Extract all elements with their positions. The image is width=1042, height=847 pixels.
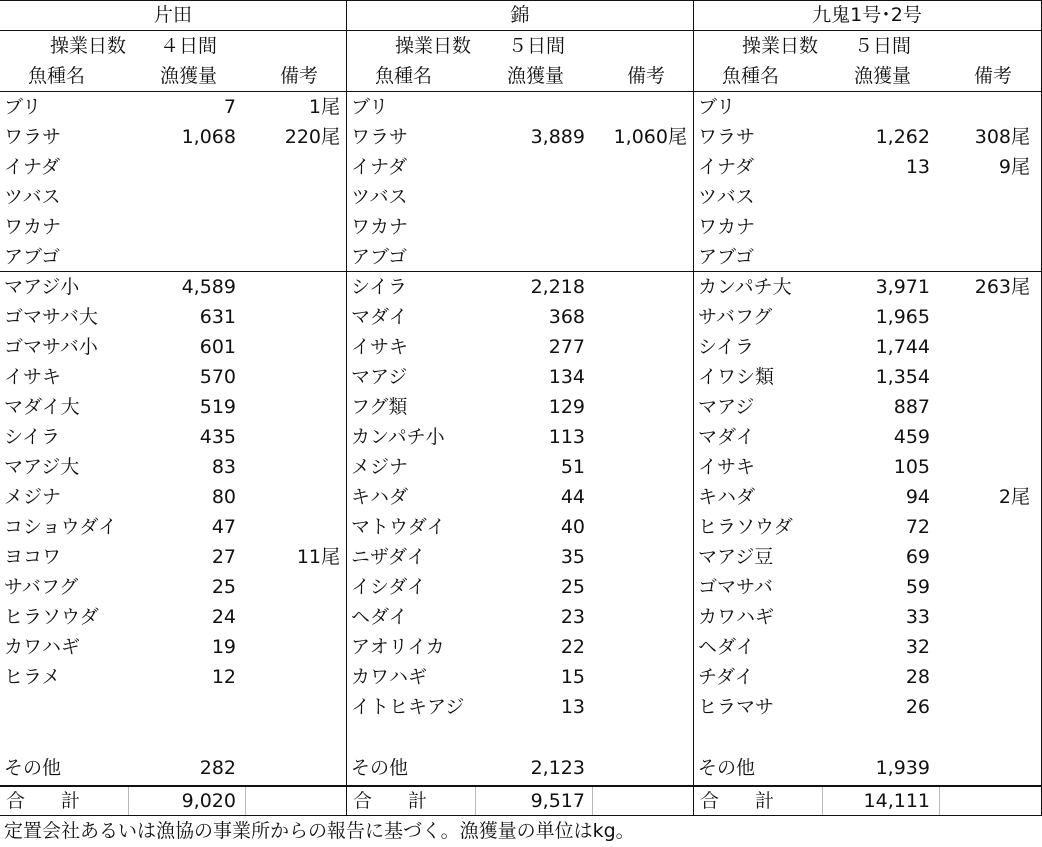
fish-name: ワラサ: [4, 126, 62, 148]
table-row: [694, 92, 1040, 122]
total-row: [694, 786, 1040, 816]
fish-name: ワカナ: [351, 216, 409, 238]
column-divider: [346, 0, 347, 816]
catch-amount: 3,889: [530, 126, 585, 148]
catch-amount: 282: [199, 757, 236, 779]
note: 1,060尾: [613, 126, 687, 148]
cell-divider: [822, 786, 823, 816]
catch-amount: 631: [199, 306, 236, 328]
operating-days-value: ５日間: [854, 35, 912, 57]
table-row: [0, 152, 346, 182]
fish-name: フグ類: [351, 396, 408, 418]
fish-name: アブゴ: [351, 246, 408, 268]
table-row: [0, 212, 346, 242]
table-row: [0, 422, 346, 452]
total-row: [0, 786, 346, 816]
location-title: 片田: [153, 4, 192, 26]
catch-amount: 1,354: [875, 366, 930, 388]
table-row: [694, 632, 1040, 662]
catch-amount: 1,262: [875, 126, 930, 148]
other-row: [0, 753, 346, 783]
total-row: [347, 786, 693, 816]
header-catch: 漁獲量: [854, 65, 912, 87]
fish-name: ヘダイ: [698, 636, 755, 658]
fish-name: イナダ: [4, 156, 61, 178]
catch-amount: 368: [548, 306, 585, 328]
header-fish-name: 魚種名: [722, 65, 780, 87]
fish-name: イナダ: [351, 156, 408, 178]
table-row: [0, 242, 346, 272]
table-row: [0, 302, 346, 332]
table-row: [694, 572, 1040, 602]
table-row: [347, 272, 693, 302]
column-divider: [693, 0, 694, 816]
table-row: [0, 542, 346, 572]
location-title: 九鬼1号･2号: [812, 4, 922, 26]
grid-line-under-header: [0, 91, 1042, 92]
catch-amount: 25: [211, 576, 236, 598]
table-row: [694, 362, 1040, 392]
catch-amount: 277: [548, 336, 585, 358]
catch-amount: 4,589: [181, 276, 236, 298]
fish-name: ワラサ: [351, 126, 409, 148]
fish-name: マアジ小: [4, 276, 80, 298]
catch-amount: 134: [548, 366, 585, 388]
fish-name: マアジ豆: [698, 546, 774, 568]
total-value: 9,517: [530, 790, 585, 812]
table-row: [694, 152, 1040, 182]
fish-name: ヒラソウダ: [698, 516, 793, 538]
catch-amount: 15: [560, 666, 585, 688]
fish-name: キハダ: [351, 486, 409, 508]
table-row: [347, 452, 693, 482]
table-row: [0, 482, 346, 512]
table-row: [694, 422, 1040, 452]
grid-line-top: [0, 0, 1042, 1]
catch-amount: 1,939: [875, 757, 930, 779]
table-row: [0, 632, 346, 662]
table-row: [0, 572, 346, 602]
table-row: [347, 182, 693, 212]
fish-name: メジナ: [4, 486, 62, 508]
table-row: [347, 92, 693, 122]
catch-amount: 26: [905, 696, 930, 718]
table-row: [694, 512, 1040, 542]
catch-amount: 601: [199, 336, 236, 358]
table-row: [694, 302, 1040, 332]
fish-name: マアジ: [698, 396, 755, 418]
fish-name: マアジ: [351, 366, 408, 388]
catch-amount: 2,218: [530, 276, 585, 298]
fish-name: アオリイカ: [351, 636, 445, 658]
table-row: [347, 512, 693, 542]
fish-name: カワハギ: [698, 606, 775, 628]
fish-name: ヒラソウダ: [4, 606, 99, 628]
column-headers: [0, 61, 346, 91]
table-row: [347, 572, 693, 602]
fish-name: イワシ類: [698, 366, 775, 388]
catch-amount: 1,965: [875, 306, 930, 328]
operating-days-label: 操業日数: [742, 35, 819, 57]
table-row: [694, 182, 1040, 212]
fish-name: ワラサ: [698, 126, 756, 148]
table-row: [347, 242, 693, 272]
table-row: [0, 92, 346, 122]
column-katada: [0, 0, 346, 816]
table-row: [347, 362, 693, 392]
header-note: 備考: [280, 65, 319, 87]
footnote: 定置会社あるいは漁協の事業所からの報告に基づく。漁獲量の単位はkg。: [4, 820, 635, 842]
table-row: [347, 332, 693, 362]
header-catch: 漁獲量: [507, 65, 565, 87]
table-row: [0, 362, 346, 392]
header-fish-name: 魚種名: [375, 65, 433, 87]
catch-amount: 59: [905, 576, 930, 598]
fish-name: ワカナ: [4, 216, 62, 238]
note: 9尾: [998, 156, 1030, 178]
fish-name: アブゴ: [4, 246, 61, 268]
fish-name: その他: [4, 757, 62, 779]
column-nishiki: [347, 0, 693, 816]
catch-amount: 25: [560, 576, 585, 598]
table-row: [347, 422, 693, 452]
catch-amount: 47: [211, 516, 236, 538]
catch-amount: 12: [211, 666, 236, 688]
catch-amount: 7: [223, 96, 236, 118]
header-catch: 漁獲量: [160, 65, 218, 87]
catch-amount: 80: [211, 486, 236, 508]
fish-name: コショウダイ: [4, 516, 118, 538]
table-row: [347, 692, 693, 722]
other-row: [694, 753, 1040, 783]
fish-name: サバフグ: [698, 306, 773, 328]
table-row: [694, 122, 1040, 152]
header-note: 備考: [627, 65, 666, 87]
fish-name: ヘダイ: [351, 606, 408, 628]
catch-amount: 72: [905, 516, 930, 538]
table-row: [347, 662, 693, 692]
table-row: [347, 152, 693, 182]
catch-amount: 94: [905, 486, 930, 508]
catch-amount: 2,123: [530, 757, 585, 779]
table-row: [694, 392, 1040, 422]
table-row: [694, 542, 1040, 572]
catch-amount: 24: [211, 606, 236, 628]
table-row: [347, 122, 693, 152]
fish-name: カワハギ: [4, 636, 81, 658]
catch-amount: 32: [905, 636, 930, 658]
table-row: [694, 662, 1040, 692]
fish-name: ヒラメ: [4, 666, 61, 688]
catch-amount: 83: [211, 456, 236, 478]
fish-name: イサキ: [4, 366, 62, 388]
catch-amount: 1,068: [181, 126, 236, 148]
fish-name: イシダイ: [351, 576, 426, 598]
catch-amount: 22: [560, 636, 585, 658]
table-row: [347, 542, 693, 572]
cell-divider: [475, 786, 476, 816]
catch-amount: 435: [199, 426, 236, 448]
table-row: [0, 332, 346, 362]
fish-name: ブリ: [4, 96, 42, 118]
table-row: [347, 302, 693, 332]
fish-name: ヨコワ: [4, 546, 62, 568]
operating-days-value: ４日間: [160, 35, 218, 57]
note: 1尾: [308, 96, 340, 118]
location-title: 錦: [510, 4, 530, 26]
fish-name: ゴマサバ小: [4, 336, 98, 358]
header-note: 備考: [974, 65, 1013, 87]
fish-name: キハダ: [698, 486, 756, 508]
cell-divider: [939, 786, 940, 816]
note: 308尾: [974, 126, 1030, 148]
fish-name: ヒラマサ: [698, 696, 775, 718]
fish-name: イサキ: [698, 456, 756, 478]
fish-name: ワカナ: [698, 216, 756, 238]
total-label: 合計: [700, 790, 811, 812]
table-row: [694, 602, 1040, 632]
fish-name: アブゴ: [698, 246, 755, 268]
other-row: [347, 753, 693, 783]
fish-name: カワハギ: [351, 666, 428, 688]
column-kuki: [694, 0, 1040, 816]
fish-name: サバフグ: [4, 576, 79, 598]
table-row: [694, 212, 1040, 242]
catch-amount: 105: [893, 456, 930, 478]
catch-amount: 28: [905, 666, 930, 688]
catch-amount: 129: [548, 396, 585, 418]
catch-amount: 113: [548, 426, 585, 448]
catch-amount: 3,971: [875, 276, 930, 298]
fish-name: メジナ: [351, 456, 409, 478]
fish-name: シイラ: [351, 276, 408, 298]
fish-name: マトウダイ: [351, 516, 446, 538]
note: 2尾: [998, 486, 1030, 508]
fish-name: チダイ: [698, 666, 754, 688]
operating-days-label: 操業日数: [395, 35, 472, 57]
operating-days-value: ５日間: [508, 35, 566, 57]
fish-name: ブリ: [351, 96, 389, 118]
fish-name: ゴマサバ: [698, 576, 773, 598]
fish-name: その他: [351, 757, 409, 779]
grid-line-under-title: [0, 30, 1042, 31]
catch-amount: 40: [560, 516, 585, 538]
catch-amount: 459: [893, 426, 930, 448]
table-row: [347, 212, 693, 242]
catch-amount: 23: [560, 606, 585, 628]
fish-name: イサキ: [351, 336, 409, 358]
catch-amount: 69: [905, 546, 930, 568]
table-row: [347, 392, 693, 422]
fish-name: シイラ: [4, 426, 61, 448]
fish-name: マアジ大: [4, 456, 80, 478]
fish-name: イナダ: [698, 156, 755, 178]
table-row: [694, 332, 1040, 362]
table-row: [0, 602, 346, 632]
table-row: [694, 692, 1040, 722]
fish-name: マダイ: [351, 306, 408, 328]
column-headers: [694, 61, 1040, 91]
total-value: 14,111: [863, 790, 930, 812]
table-row: [0, 182, 346, 212]
table-row: [694, 272, 1040, 302]
fish-name: マダイ大: [4, 396, 80, 418]
fish-name: シイラ: [698, 336, 755, 358]
cell-divider: [592, 786, 593, 816]
note: 263尾: [974, 276, 1030, 298]
fish-name: ツバス: [351, 186, 408, 208]
total-value: 9,020: [181, 790, 236, 812]
fish-name: マダイ: [698, 426, 755, 448]
table-row: [0, 272, 346, 302]
table-row: [0, 122, 346, 152]
table-row: [694, 452, 1040, 482]
note: 220尾: [284, 126, 340, 148]
fish-name: ニザダイ: [351, 546, 426, 568]
catch-amount: 13: [560, 696, 585, 718]
catch-amount: 51: [560, 456, 585, 478]
column-headers: [347, 61, 693, 91]
operating-days-label: 操業日数: [50, 35, 127, 57]
fish-name: カンパチ大: [698, 276, 792, 298]
catch-amount: 570: [199, 366, 236, 388]
grid-line-group-divider: [0, 271, 1042, 272]
table-row: [347, 602, 693, 632]
table-row: [0, 662, 346, 692]
grid-line-above-total: [0, 785, 1042, 787]
table-row: [0, 392, 346, 422]
fish-name: ツバス: [4, 186, 61, 208]
fish-name: イトヒキアジ: [351, 696, 465, 718]
catch-amount: 519: [199, 396, 236, 418]
catch-amount: 887: [893, 396, 930, 418]
table-row: [0, 452, 346, 482]
note: 11尾: [296, 546, 340, 568]
table-row: [0, 512, 346, 542]
fish-name: その他: [698, 757, 756, 779]
fish-name: ゴマサバ大: [4, 306, 98, 328]
fish-name: ツバス: [698, 186, 755, 208]
catch-amount: 13: [905, 156, 930, 178]
cell-divider: [128, 786, 129, 816]
table-row: [694, 482, 1040, 512]
catch-amount: 33: [905, 606, 930, 628]
total-label: 合計: [353, 790, 464, 812]
catch-amount: 27: [211, 546, 236, 568]
total-label: 合計: [6, 790, 117, 812]
table-row: [347, 482, 693, 512]
cell-divider: [245, 786, 246, 816]
catch-amount: 35: [560, 546, 585, 568]
fish-name: カンパチ小: [351, 426, 445, 448]
table-row: [694, 242, 1040, 272]
catch-amount: 19: [211, 636, 236, 658]
fish-name: ブリ: [698, 96, 736, 118]
catch-amount: 1,744: [875, 336, 930, 358]
header-fish-name: 魚種名: [28, 65, 86, 87]
table-row: [347, 632, 693, 662]
catch-amount: 44: [560, 486, 585, 508]
